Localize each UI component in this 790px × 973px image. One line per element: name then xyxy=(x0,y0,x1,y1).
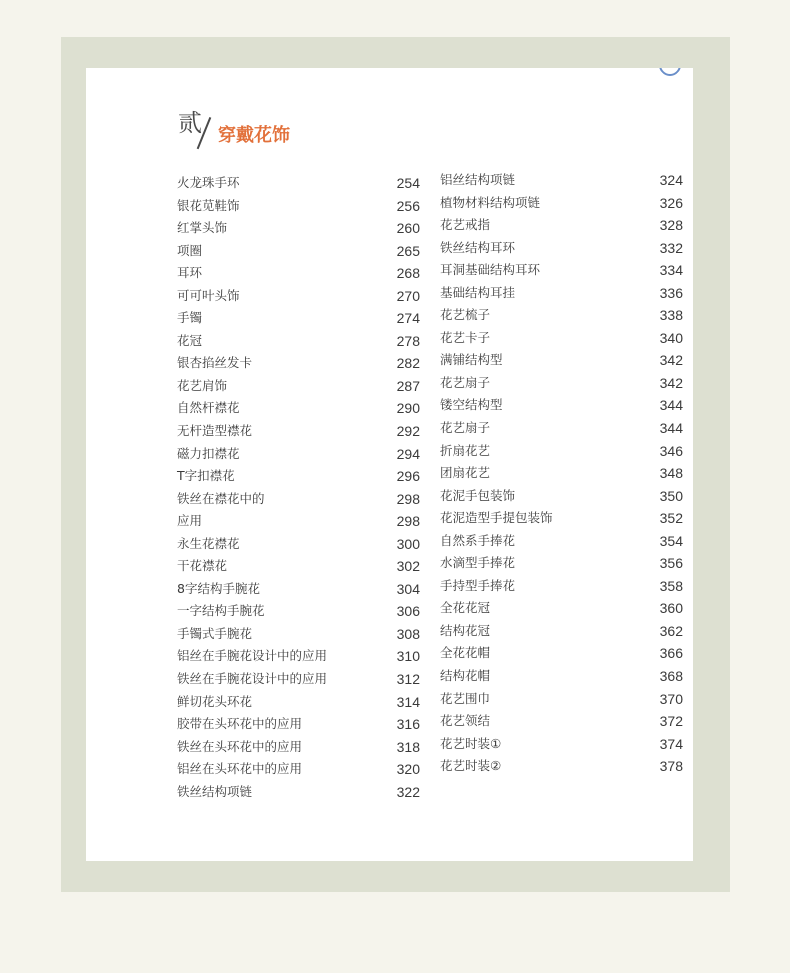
toc-entry xyxy=(440,620,683,643)
toc-entry xyxy=(440,372,683,395)
toc-entry-title: 手持型手捧花 xyxy=(440,577,516,593)
toc-entry-page: 310 xyxy=(396,648,420,665)
toc-entry-page: 256 xyxy=(396,197,420,214)
toc-entry-title: 花艺时装① xyxy=(440,735,502,751)
toc-entry-title: 全花花冠 xyxy=(440,600,491,616)
toc-entry-title: 花艺围巾 xyxy=(440,690,491,706)
toc-entry-page: 287 xyxy=(396,377,420,394)
toc-entry-page: 322 xyxy=(396,783,420,800)
toc-entry-title: 花艺领结 xyxy=(440,713,491,729)
toc-entry-page: 260 xyxy=(396,220,420,237)
toc-entry-title: 基础结构耳挂 xyxy=(440,284,516,300)
toc-entry xyxy=(177,533,420,556)
toc-entry xyxy=(440,575,683,598)
toc-entry xyxy=(440,417,683,440)
toc-entry-page: 298 xyxy=(396,513,420,530)
toc-entry-title: 铁丝结构项链 xyxy=(177,783,253,799)
toc-entry-page: 304 xyxy=(396,580,420,597)
toc-entry-title: 铁丝结构耳环 xyxy=(440,239,516,255)
toc-entry xyxy=(440,688,683,711)
toc-entry-title: 磁力扣襟花 xyxy=(177,445,240,461)
toc-entry xyxy=(440,440,683,463)
toc-entry-title: 植物材料结构项链 xyxy=(440,194,541,210)
toc-entry xyxy=(177,668,420,691)
toc-entry-title: 镂空结构型 xyxy=(440,397,503,413)
toc-entry-title: 应用 xyxy=(177,513,203,529)
toc-entry xyxy=(440,755,683,778)
toc-entry xyxy=(177,375,420,398)
toc-entry-page: 328 xyxy=(659,217,683,234)
toc-entry xyxy=(177,352,420,375)
toc-entry xyxy=(440,282,683,305)
toc-entry-title: 花泥造型手提包装饰 xyxy=(440,510,553,526)
toc-entry-page: 265 xyxy=(396,242,420,259)
toc-entry-title: 手镯式手腕花 xyxy=(177,625,253,641)
toc-entry-title: 花艺卡子 xyxy=(440,329,491,345)
toc-entry xyxy=(177,781,420,804)
toc-entry-title: 无杆造型襟花 xyxy=(177,423,253,439)
toc-entry-page: 374 xyxy=(659,735,683,752)
toc-entry-title: 铁丝在头环花中的应用 xyxy=(177,738,303,754)
toc-entry-title: 火龙珠手环 xyxy=(177,175,240,190)
toc-entry xyxy=(440,349,683,372)
toc-entry-page: 344 xyxy=(659,420,683,437)
toc-entry-title: 耳洞基础结构耳环 xyxy=(440,262,541,278)
toc-entry-page: 352 xyxy=(659,510,683,527)
toc-entry-title: 自然杆襟花 xyxy=(177,400,240,416)
toc-entry-title: 铁丝在手腕花设计中的应用 xyxy=(177,671,328,687)
toc-entry xyxy=(177,307,420,330)
toc-entry xyxy=(440,394,683,417)
section-number: 贰 xyxy=(178,109,202,137)
toc-entry-title: 花艺戒指 xyxy=(440,217,491,233)
toc-entry-page: 338 xyxy=(659,307,683,324)
toc-entry-page: 290 xyxy=(396,400,420,417)
toc-entry xyxy=(177,465,420,488)
toc-entry-title: 结构花冠 xyxy=(440,622,491,638)
toc-entry-page: 344 xyxy=(659,397,683,414)
toc-entry-title: 花冠 xyxy=(177,332,203,348)
toc-entry-page: 314 xyxy=(396,693,420,710)
toc-entry-page: 370 xyxy=(659,690,683,707)
toc-entry-page: 342 xyxy=(659,352,683,369)
toc-entry xyxy=(177,578,420,601)
toc-entry-title: 手镯 xyxy=(177,310,203,326)
toc-entry-title: 永生花襟花 xyxy=(177,535,240,551)
toc-entry-page: 270 xyxy=(396,287,420,304)
toc-entry-page: 302 xyxy=(396,558,420,575)
toc-entry-page: 300 xyxy=(396,535,420,552)
toc-entry-page: 308 xyxy=(396,625,420,642)
toc-entry-title: 铝丝在头环花中的应用 xyxy=(177,761,303,777)
toc-entry-page: 348 xyxy=(659,465,683,482)
toc-entry-title: T字扣襟花 xyxy=(177,468,235,484)
section-title: 穿戴花饰 xyxy=(218,125,290,146)
toc-entry xyxy=(440,214,683,237)
toc-entry-title: 铝丝在手腕花设计中的应用 xyxy=(177,648,328,664)
toc-entry xyxy=(440,192,683,215)
toc-entry-title: 8字结构手腕花 xyxy=(177,580,260,596)
toc-entry-title: 折扇花艺 xyxy=(440,442,491,458)
toc-entry-title: 一字结构手腕花 xyxy=(177,603,265,619)
toc-entry xyxy=(177,262,420,285)
toc-entry-page: 278 xyxy=(396,332,420,349)
toc-entry-page: 292 xyxy=(396,423,420,440)
toc-entry-page: 326 xyxy=(659,194,683,211)
toc-entry-title: 花艺时装② xyxy=(440,758,502,774)
toc-entry xyxy=(440,304,683,327)
toc-entry xyxy=(440,327,683,350)
toc-column-left xyxy=(177,172,420,803)
toc-entry-page: 268 xyxy=(396,265,420,282)
toc-entry xyxy=(440,485,683,508)
toc-entry xyxy=(177,397,420,420)
toc-entry-title: 满铺结构型 xyxy=(440,352,503,368)
toc-entry xyxy=(177,217,420,240)
toc-entry xyxy=(177,713,420,736)
toc-entry-page: 296 xyxy=(396,468,420,485)
toc-entry-page: 274 xyxy=(396,310,420,327)
toc-entry-page: 294 xyxy=(396,445,420,462)
toc-entry xyxy=(440,665,683,688)
toc-entry-page: 336 xyxy=(659,284,683,301)
toc-entry-page: 298 xyxy=(396,490,420,507)
toc-entry xyxy=(440,530,683,553)
toc-entry-title: 花艺肩饰 xyxy=(177,377,228,393)
toc-entry-title: 铝丝结构项链 xyxy=(440,172,516,187)
toc-entry-title: 银花苋鞋饰 xyxy=(177,197,240,213)
toc-entry xyxy=(177,330,420,353)
toc-entry-title: 项圈 xyxy=(177,242,203,258)
toc-entry xyxy=(177,623,420,646)
toc-entry-page: 372 xyxy=(659,713,683,730)
toc-entry xyxy=(440,642,683,665)
toc-entry-title: 花泥手包装饰 xyxy=(440,487,516,503)
toc-entry-page: 306 xyxy=(396,603,420,620)
toc-entry-page: 368 xyxy=(659,668,683,685)
toc-entry-page: 320 xyxy=(396,761,420,778)
toc-entry-title: 胶带在头环花中的应用 xyxy=(177,716,303,732)
toc-entry-page: 346 xyxy=(659,442,683,459)
toc-entry-page: 312 xyxy=(396,671,420,688)
toc-entry xyxy=(440,597,683,620)
toc-entry xyxy=(177,443,420,466)
toc-entry-title: 干花襟花 xyxy=(177,558,228,574)
toc-entry-page: 350 xyxy=(659,487,683,504)
toc-entry-page: 362 xyxy=(659,622,683,639)
corner-decoration xyxy=(654,68,685,81)
toc-entry xyxy=(440,462,683,485)
toc-entry-title: 铁丝在襟花中的 xyxy=(177,490,265,506)
toc-entry xyxy=(177,691,420,714)
toc-entry xyxy=(177,510,420,533)
toc-entry-page: 332 xyxy=(659,239,683,256)
toc-entry-title: 花艺扇子 xyxy=(440,374,491,390)
toc-entry-title: 鲜切花头环花 xyxy=(177,693,253,709)
toc-entry-title: 全花花帽 xyxy=(440,645,491,661)
toc-entry-page: 358 xyxy=(659,577,683,594)
toc-entry xyxy=(440,733,683,756)
toc-entry xyxy=(177,172,420,195)
toc-entry xyxy=(177,240,420,263)
book-page xyxy=(86,68,693,861)
toc-entry xyxy=(177,600,420,623)
toc-entry-page: 340 xyxy=(659,329,683,346)
toc-entry-page: 366 xyxy=(659,645,683,662)
toc-entry-title: 银杏掐丝发卡 xyxy=(177,355,253,371)
toc-entry-page: 318 xyxy=(396,738,420,755)
toc-entry xyxy=(177,420,420,443)
toc-entry xyxy=(440,259,683,282)
toc-entry xyxy=(440,237,683,260)
toc-entry-title: 花艺梳子 xyxy=(440,307,491,323)
toc-entry-page: 360 xyxy=(659,600,683,617)
toc-entry-title: 水滴型手捧花 xyxy=(440,555,516,571)
toc-entry xyxy=(440,552,683,575)
toc-entry-title: 可可叶头饰 xyxy=(177,287,240,303)
toc-entry-title: 团扇花艺 xyxy=(440,465,491,481)
toc-entry xyxy=(177,285,420,308)
toc-entry-page: 356 xyxy=(659,555,683,572)
toc-entry xyxy=(440,507,683,530)
toc-entry-page: 378 xyxy=(659,758,683,775)
toc-entry xyxy=(440,710,683,733)
toc-entry-title: 自然系手捧花 xyxy=(440,532,516,548)
toc-column-right xyxy=(440,169,683,778)
toc-entry xyxy=(177,555,420,578)
toc-entry-title: 红掌头饰 xyxy=(177,220,228,236)
toc-entry xyxy=(177,736,420,759)
toc-entry xyxy=(440,169,683,192)
toc-entry xyxy=(177,645,420,668)
toc-entry-page: 282 xyxy=(396,355,420,372)
toc-entry-title: 花艺扇子 xyxy=(440,420,491,436)
toc-entry-page: 254 xyxy=(396,175,420,191)
toc-entry-page: 342 xyxy=(659,374,683,391)
toc-entry xyxy=(177,195,420,218)
toc-entry-page: 354 xyxy=(659,532,683,549)
toc-entry-title: 结构花帽 xyxy=(440,668,491,684)
toc-entry xyxy=(177,758,420,781)
toc-entry-title: 耳环 xyxy=(177,265,203,281)
toc-entry-page: 334 xyxy=(659,262,683,279)
toc-entry xyxy=(177,488,420,511)
toc-entry-page: 316 xyxy=(396,716,420,733)
toc-entry-page: 324 xyxy=(659,172,683,188)
